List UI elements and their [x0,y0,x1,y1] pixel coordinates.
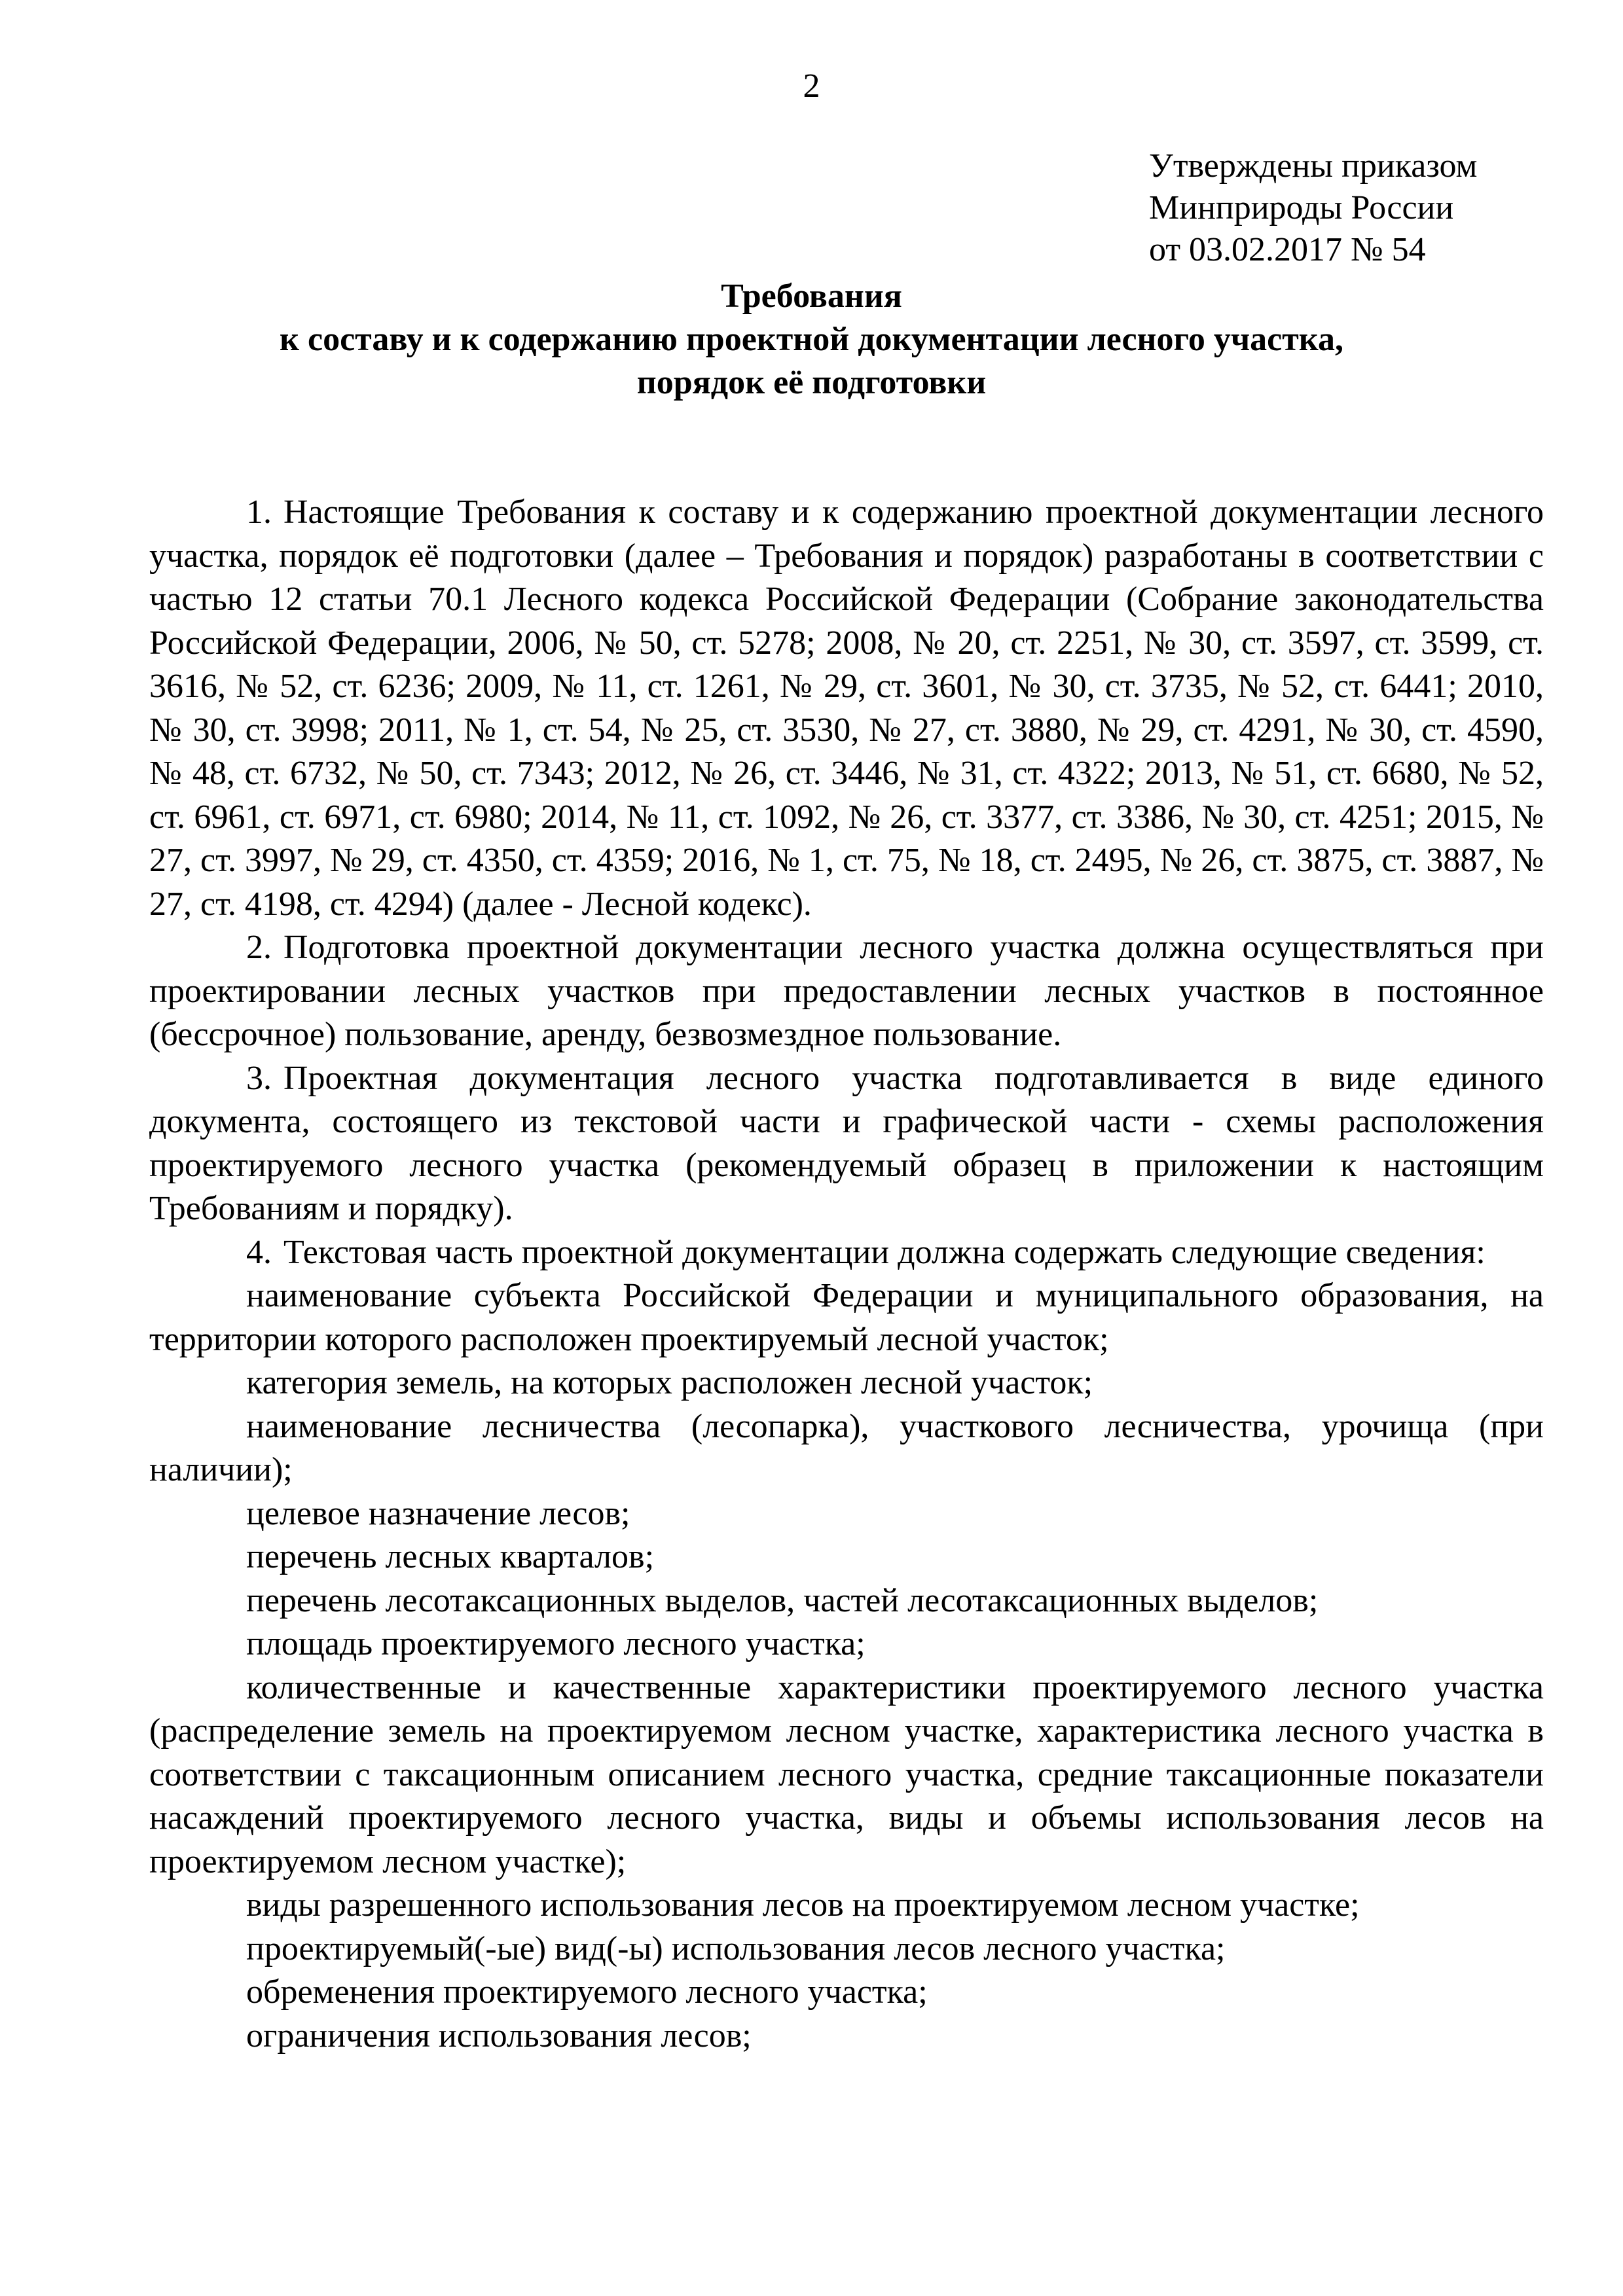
approval-stamp-block [1149,145,1555,271]
approval-line: от 03.02.2017 № 54 [1149,231,1426,268]
list-item: категория земель, на которых расположен лесной участок; [246,1364,1093,1401]
list-item: обременения проектируемого лесного участка; [246,1973,928,2011]
list-item: наименование лесничества (лесопарка), участкового лесничества, урочища (при наличии); [149,1407,1544,1488]
list-item: перечень лесотаксационных выделов, частей лесотаксационных выделов; [246,1581,1319,1619]
list-item: перечень лесных кварталов; [246,1538,655,1575]
document-body [149,491,1544,2058]
title-line: Требования [721,278,902,315]
numbered-paragraph [149,491,1544,926]
paragraph-number: 1. [246,493,272,531]
title-line: к составу и к содержанию проектной документации лесного участка, [280,321,1343,358]
list-item: площадь проектируемого лесного участка; [246,1625,866,1662]
paragraph-number: 3. [246,1059,272,1097]
numbered-paragraph [149,1057,1544,1231]
numbered-paragraph [149,1231,1544,1275]
approval-line: Утверждены приказом [1149,147,1478,185]
document-title [0,275,1623,404]
list-item: наименование субъекта Российской Федерации и муниципального образования, на территории которого расположен проектируемый лесной участок; [149,1277,1544,1358]
numbered-paragraph [149,926,1544,1057]
paragraph-text: Подготовка проектной документации лесного участка должна осуществляться при проектировании лесных участков при предоставлении лесных участков в постоянное (бессрочное) пользование, аренду, безвозмездное пользование. [149,929,1544,1053]
paragraph-number: 4. [246,1233,272,1271]
list-item: виды разрешенного использования лесов на проектируемом лесном участке; [246,1886,1360,1924]
list-item: ограничения использования лесов; [246,2017,752,2054]
paragraph-number: 2. [246,929,272,966]
paragraph-text: Настоящие Требования к составу и к содержанию проектной документации лесного участка, порядок её подготовки (далее – Требования и порядок) разработаны в соответствии с частью 12 статьи 70.1 Лесного кодекса Российской Федерации (Собрание законодательства Российской Федерации, 2006, № 50, ст. 5278; 2008, № 20, ст. 2251, № 30, ст. 3597, ст. 3599, ст. 3616, № 52, ст. 6236; 2009, № 11, ст. 1261, № 29, ст. 3601, № 30, ст. 3735, № 52, ст. 6441; 2010, № 30, ст. 3998; 2011, № 1, ст. 54, № 25, ст. 3530, № 27, ст. 3880, № 29, ст. 4291, № 30, ст. 4590, № 48, ст. 6732, № 50, ст. 7343; 2012, № 26, ст. 3446, № 31, ст. 4322; 2013, № 51, ст. 6680, № 52, ст. 6961, ст. 6971, ст. 6980; 2014, № 11, ст. 1092, № 26, ст. 3377, ст. 3386, № 30, ст. 4251; 2015, № 27, ст. 3997, № 29, ст. 4350, ст. 4359; 2016, № 1, ст. 75, № 18, ст. 2495, № 26, ст. 3875, ст. 3887, № 27, ст. 4198, ст. 4294) (далее - Лесной кодекс). [149,493,1544,923]
paragraph-text: Текстовая часть проектной документации должна содержать следующие сведения: [283,1233,1486,1271]
title-line: порядок её подготовки [636,364,987,401]
list-item: количественные и качественные характеристики проектируемого лесного участка (распределение земель на проектируемом лесном участке, характеристика лесного участка в соответствии с таксационным описанием лесного участка, средние таксационные показатели насаждений проектируемого лесного участка, виды и объемы использования лесов на проектируемом лесном участке); [149,1668,1544,1880]
approval-line: Минприроды России [1149,189,1454,226]
list-item: целевое назначение лесов; [246,1494,630,1532]
paragraph-text: Проектная документация лесного участка подготавливается в виде единого документа, состоящего из текстовой части и графической части - схемы расположения проектируемого лесного участка (рекомендуемый образец в приложении к настоящим Требованиям и порядку). [149,1059,1544,1227]
list-item: проектируемый(-ые) вид(-ы) использования лесов лесного участка; [246,1929,1226,1967]
page-number: 2 [803,67,820,105]
